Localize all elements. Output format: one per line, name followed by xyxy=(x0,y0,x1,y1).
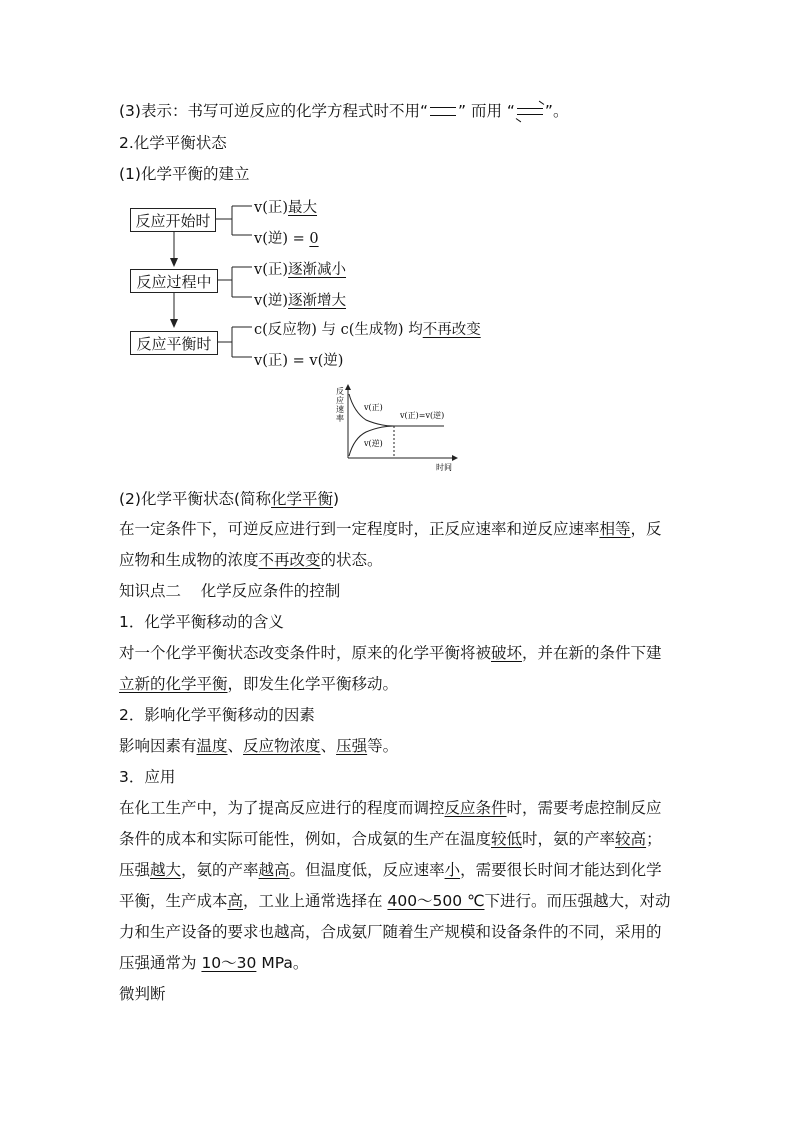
line-application-4: 平衡，生产成本高，工业上通常选择在 400～500 ℃下进行。而压强越大，对动 xyxy=(119,892,671,910)
line-factors: 影响因素有温度、反应物浓度、压强等。 xyxy=(119,737,399,755)
x-label: 时间 xyxy=(436,463,452,472)
line-definition-2: 应物和生成物的浓度不再改变的状态。 xyxy=(119,551,383,569)
rate-time-graph xyxy=(330,382,470,474)
y-label-char: 速 xyxy=(336,405,344,414)
line-application-1: 在化工生产中，为了提高反应进行的程度而调控反应条件时，需要考虑控制反应 xyxy=(119,799,662,817)
section-heading: 2.化学平衡状态 xyxy=(119,134,227,152)
process-reverse-rate: v(逆)逐渐增大 xyxy=(254,293,347,309)
line-definition-1: 在一定条件下，可逆反应进行到一定程度时，正反应速率和逆反应速率相等，反 xyxy=(119,520,662,538)
line-application-3: 压强越大，氨的产率越高。但温度低，反应速率小，需要很长时间才能达到化学 xyxy=(119,861,662,879)
equilibrium-concentration: c(反应物) 与 c(生成物) 均不再改变 xyxy=(254,322,481,338)
line-abbrev: (2)化学平衡状态(简称化学平衡) xyxy=(119,490,340,508)
y-label-char: 反 xyxy=(336,387,344,396)
line-shift-2: 立新的化学平衡，即发生化学平衡移动。 xyxy=(119,675,399,693)
start-reverse-rate: v(逆) = 0 xyxy=(254,231,319,247)
knowledge-point-heading: 知识点二 化学反应条件的控制 xyxy=(119,582,341,600)
y-label-char: 应 xyxy=(336,396,344,405)
arrow-up-icon xyxy=(345,384,351,390)
line-application-6: 压强通常为 10～30 MPa。 xyxy=(119,954,309,972)
reverse-label: v(逆) xyxy=(364,439,383,448)
equilibrium-rates: v(正) = v(逆) xyxy=(254,353,344,369)
item-heading-1: 1．化学平衡移动的含义 xyxy=(119,613,284,631)
down-arrow-icon xyxy=(170,258,178,267)
line-application-5: 力和生产设备的要求也越高，合成氨厂随着生产规模和设备条件的不同，采用的 xyxy=(119,923,662,941)
line-application-2: 条件的成本和实际可能性，例如，合成氨的生产在温度较低时，氨的产率较高； xyxy=(119,830,662,848)
box-start: 反应开始时 xyxy=(130,208,216,232)
process-forward-rate: v(正)逐渐减小 xyxy=(254,262,347,278)
y-label-char: 率 xyxy=(336,414,344,423)
subsection-heading: (1)化学平衡的建立 xyxy=(119,165,250,183)
line-representation: (3)表示：书写可逆反应的化学方程式时不用“ ” 而用 “ ”。 xyxy=(119,101,568,121)
box-equilibrium: 反应平衡时 xyxy=(130,331,218,355)
forward-label: v(正) xyxy=(364,403,383,412)
equilibrium-label: v(正)=v(逆) xyxy=(400,411,445,420)
line-shift-1: 对一个化学平衡状态改变条件时，原来的化学平衡将被破坏，并在新的条件下建 xyxy=(119,644,662,662)
arrow-right-icon xyxy=(452,455,458,461)
micro-judgment-heading: 微判断 xyxy=(119,985,166,1003)
item-heading-3: 3．应用 xyxy=(119,768,176,786)
down-arrow-icon xyxy=(170,319,178,328)
item-heading-2: 2．影响化学平衡移动的因素 xyxy=(119,706,315,724)
start-forward-rate: v(正)最大 xyxy=(254,200,318,216)
box-process: 反应过程中 xyxy=(130,269,218,293)
